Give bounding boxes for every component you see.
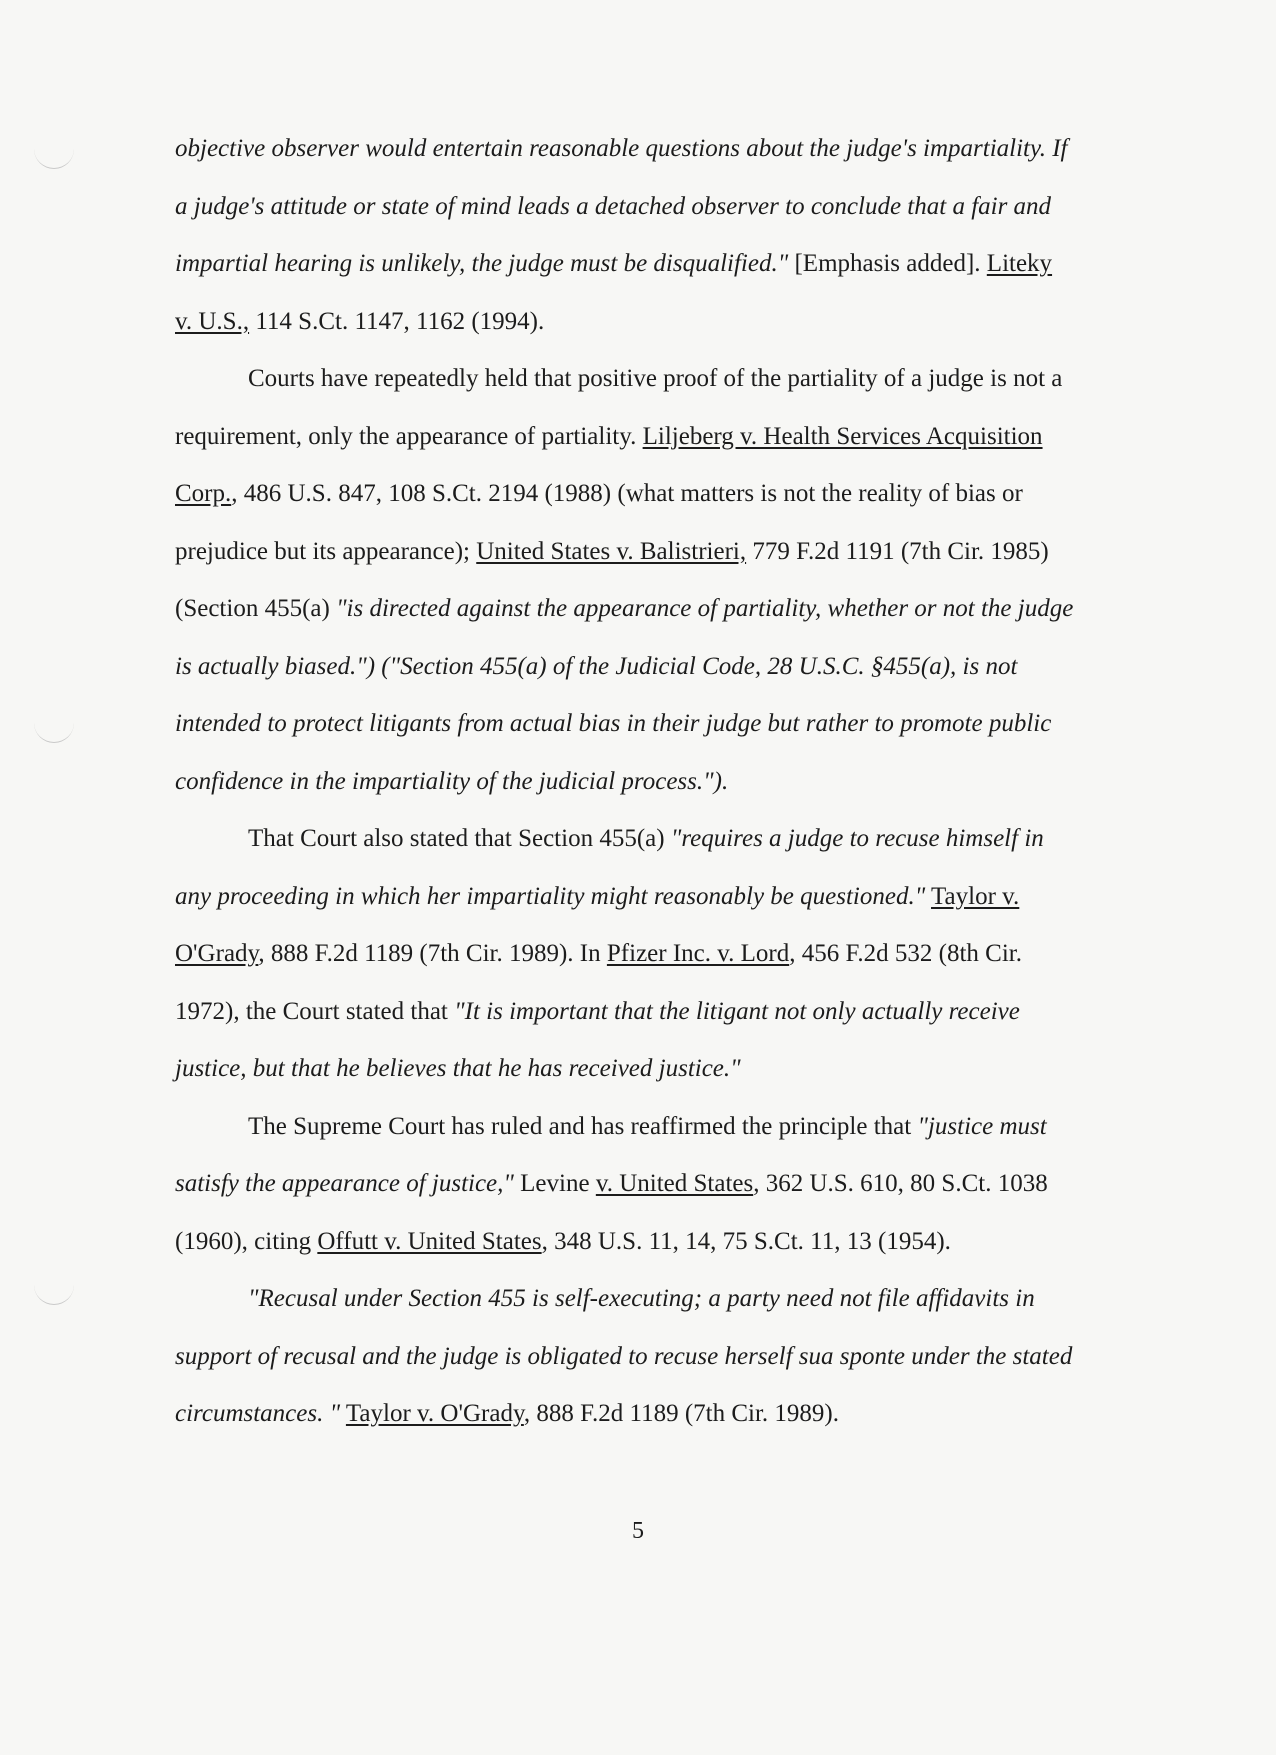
paragraph-appearance-of-justice: [175, 1098, 1075, 1271]
text-run: The Supreme Court has ruled and has reaffirmed the principle that: [248, 1112, 918, 1140]
quoted-text: "Recusal under Section 455 is self-executing; a party need not file affidavits in support of recusal and the judge is obligated to recuse herself sua sponte under the stated circumstances. ": [175, 1285, 1073, 1427]
case-citation: Pfizer Inc. v. Lord: [606, 940, 790, 967]
paragraph-recusal-requirement: [175, 810, 1075, 1098]
case-citation: Liljeberg v. Health Services Acquisition Corp.: [175, 422, 1043, 507]
text-run: , 888 F.2d 1189 (7th Cir. 1989).: [523, 1400, 839, 1427]
text-run: That Court also stated that Section 455(a): [248, 825, 671, 852]
text-run: 114 S.Ct. 1147, 1162 (1994).: [249, 307, 545, 335]
paragraph-self-executing-recusal: [175, 1270, 1075, 1443]
case-citation: Offutt v. United States: [317, 1227, 542, 1255]
quoted-text: "is directed against the appearance of partiality, whether or not the judge is actually biased.") ("Section 455(a) of the Judicial Code, 28 U.S.C. §455(a), is not intended to protect litigants from actual bias in their judge but rather to promote public confidence in the impartiality of the judicial process.").: [175, 595, 1074, 795]
paragraph-quote-continuation: [175, 120, 1075, 350]
case-citation: Liteky v. U.S.,: [175, 250, 1053, 335]
text-run: , 362 U.S. 610, 80 S.Ct. 1038 (1960), citing: [175, 1170, 1048, 1255]
text-run: , 486 U.S. 847, 108 S.Ct. 2194 (1988) (what matters is not the reality of bias or prejudice but its appearance);: [175, 480, 1023, 565]
text-run: [Emphasis added].: [788, 250, 987, 277]
text-run: , 456 F.2d 532 (8th Cir. 1972), the Court stated that: [175, 940, 1022, 1025]
text-run: , 888 F.2d 1189 (7th Cir. 1989). In: [258, 940, 607, 967]
page-number: 5: [632, 1518, 644, 1544]
punch-hole-mark: [34, 720, 74, 743]
text-run: 779 F.2d 1191 (7th Cir. 1985) (Section 455(a): [175, 537, 1049, 622]
punch-hole-mark: [34, 146, 74, 169]
text-run: Levine: [513, 1170, 596, 1197]
punch-hole-mark: [34, 1282, 74, 1305]
quoted-text: objective observer would entertain reasonable questions about the judge's impartiality. If a judge's attitude or state of mind leads a detached observer to conclude that a fair and impartial hearing is unlikely, the judge must be disqualified.": [175, 135, 1068, 277]
text-run: Courts have repeatedly held that positive proof of the partiality of a judge is not a requirement, only the appearance of partiality.: [175, 365, 1063, 450]
case-citation: Taylor v. O'Grady: [175, 882, 1020, 967]
paragraph-appearance-of-partiality: [175, 350, 1075, 810]
case-citation: Taylor v. O'Grady: [345, 1400, 524, 1427]
quoted-text: "It is important that the litigant not only actually receive justice, but that he believes that he has received justice.": [175, 997, 1020, 1082]
text-run: , 348 U.S. 11, 14, 75 S.Ct. 11, 13 (1954).: [541, 1227, 951, 1255]
case-citation: United States v. Balistrieri,: [476, 537, 747, 565]
case-citation: v. United States: [595, 1170, 754, 1197]
quoted-text: "requires a judge to recuse himself in any proceeding in which her impartiality might reasonably be questioned.": [175, 825, 1044, 910]
quoted-text: "justice must satisfy the appearance of justice,": [175, 1112, 1047, 1197]
document-body: [175, 120, 1075, 1443]
